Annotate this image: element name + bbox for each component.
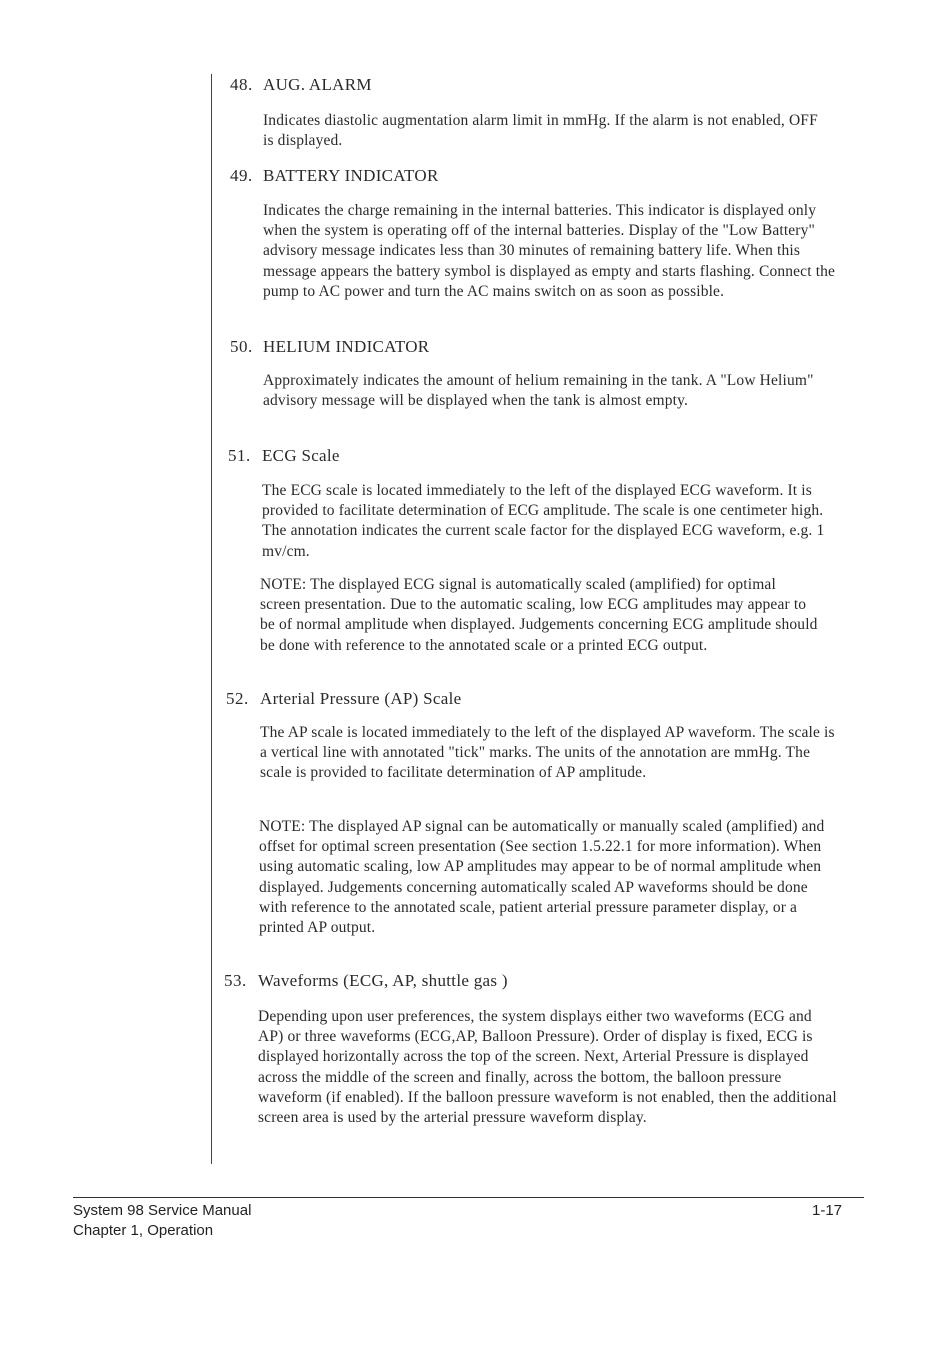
item-paragraph: Approximately indicates the amount of helium remaining in the tank. A "Low Helium" advisory message will be displayed when the tank is almost empty. <box>263 372 814 410</box>
item-heading: ECG Scale <box>262 446 340 465</box>
item-paragraph: Indicates the charge remaining in the internal batteries. This indicator is displayed only when the system is operating off of the internal batteries. Display of the "Low Battery" advisory message indicates less than 30 minutes of remaining battery life. When this message appears the battery symbol is displayed as empty and starts flashing. Connect the pump to AC power and turn the AC mains switch on as soon as possible. <box>263 202 836 300</box>
item-heading: BATTERY INDICATOR <box>263 166 439 185</box>
item-number: 48. <box>230 75 253 94</box>
footer-rule <box>73 1197 864 1198</box>
footer-manual-title: System 98 Service Manual <box>73 1202 252 1219</box>
footer-page-number: 1-17 <box>812 1202 843 1219</box>
item-heading: HELIUM INDICATOR <box>263 337 430 356</box>
note-paragraph: NOTE: The displayed AP signal can be automatically or manually scaled (amplified) and offset for optimal screen presentation (See section 1.5.22.1 for more information). When using automatic scaling, low AP amplitudes may appear to be of normal amplitude when displayed. Judgements concerning automatically scaled AP waveforms should be done with reference to the annotated scale, patient arterial pressure parameter display, or a printed AP output. <box>259 818 825 937</box>
item-number: 52. <box>226 689 249 708</box>
item-heading: AUG. ALARM <box>263 75 372 94</box>
item-number: 51. <box>228 446 251 465</box>
note-paragraph: NOTE: The displayed ECG signal is automatically scaled (amplified) for optimal screen presentation. Due to the automatic scaling, low ECG amplitudes may appear to be of normal amplitude when displayed. Judgements concerning ECG amplitude should be done with reference to the annotated scale or a printed ECG output. <box>260 576 818 654</box>
item-paragraph: The AP scale is located immediately to the left of the displayed AP waveform. The scale is a vertical line with annotated "tick" marks. The units of the annotation are mmHg. The scale is provided to facilitate determination of AP amplitude. <box>260 724 835 782</box>
item-number: 50. <box>230 337 253 356</box>
item-number: 49. <box>230 166 253 185</box>
item-heading: Arterial Pressure (AP) Scale <box>260 689 462 708</box>
item-number: 53. <box>224 971 247 990</box>
footer-chapter: Chapter 1, Operation <box>73 1222 214 1239</box>
item-paragraph: The ECG scale is located immediately to the left of the displayed ECG waveform. It is provided to facilitate determination of ECG amplitude. The scale is one centimeter high. The annotation indicates the current scale factor for the displayed ECG waveform, e.g. 1 mv/cm. <box>262 482 825 560</box>
item-paragraph: Depending upon user preferences, the system displays either two waveforms (ECG and AP) or three waveforms (ECG,AP, Balloon Pressure). Order of display is fixed, ECG is displayed horizontally across the top of the screen. Next, Arterial Pressure is displayed across the middle of the screen and finally, across the bottom, the balloon pressure waveform (if enabled). If the balloon pressure waveform is not enabled, then the additional screen area is used by the arterial pressure waveform display. <box>258 1008 837 1127</box>
change-bar <box>211 74 212 1164</box>
item-heading: Waveforms (ECG, AP, shuttle gas ) <box>258 971 508 990</box>
item-paragraph: Indicates diastolic augmentation alarm limit in mmHg. If the alarm is not enabled, OFF is displayed. <box>263 112 818 150</box>
